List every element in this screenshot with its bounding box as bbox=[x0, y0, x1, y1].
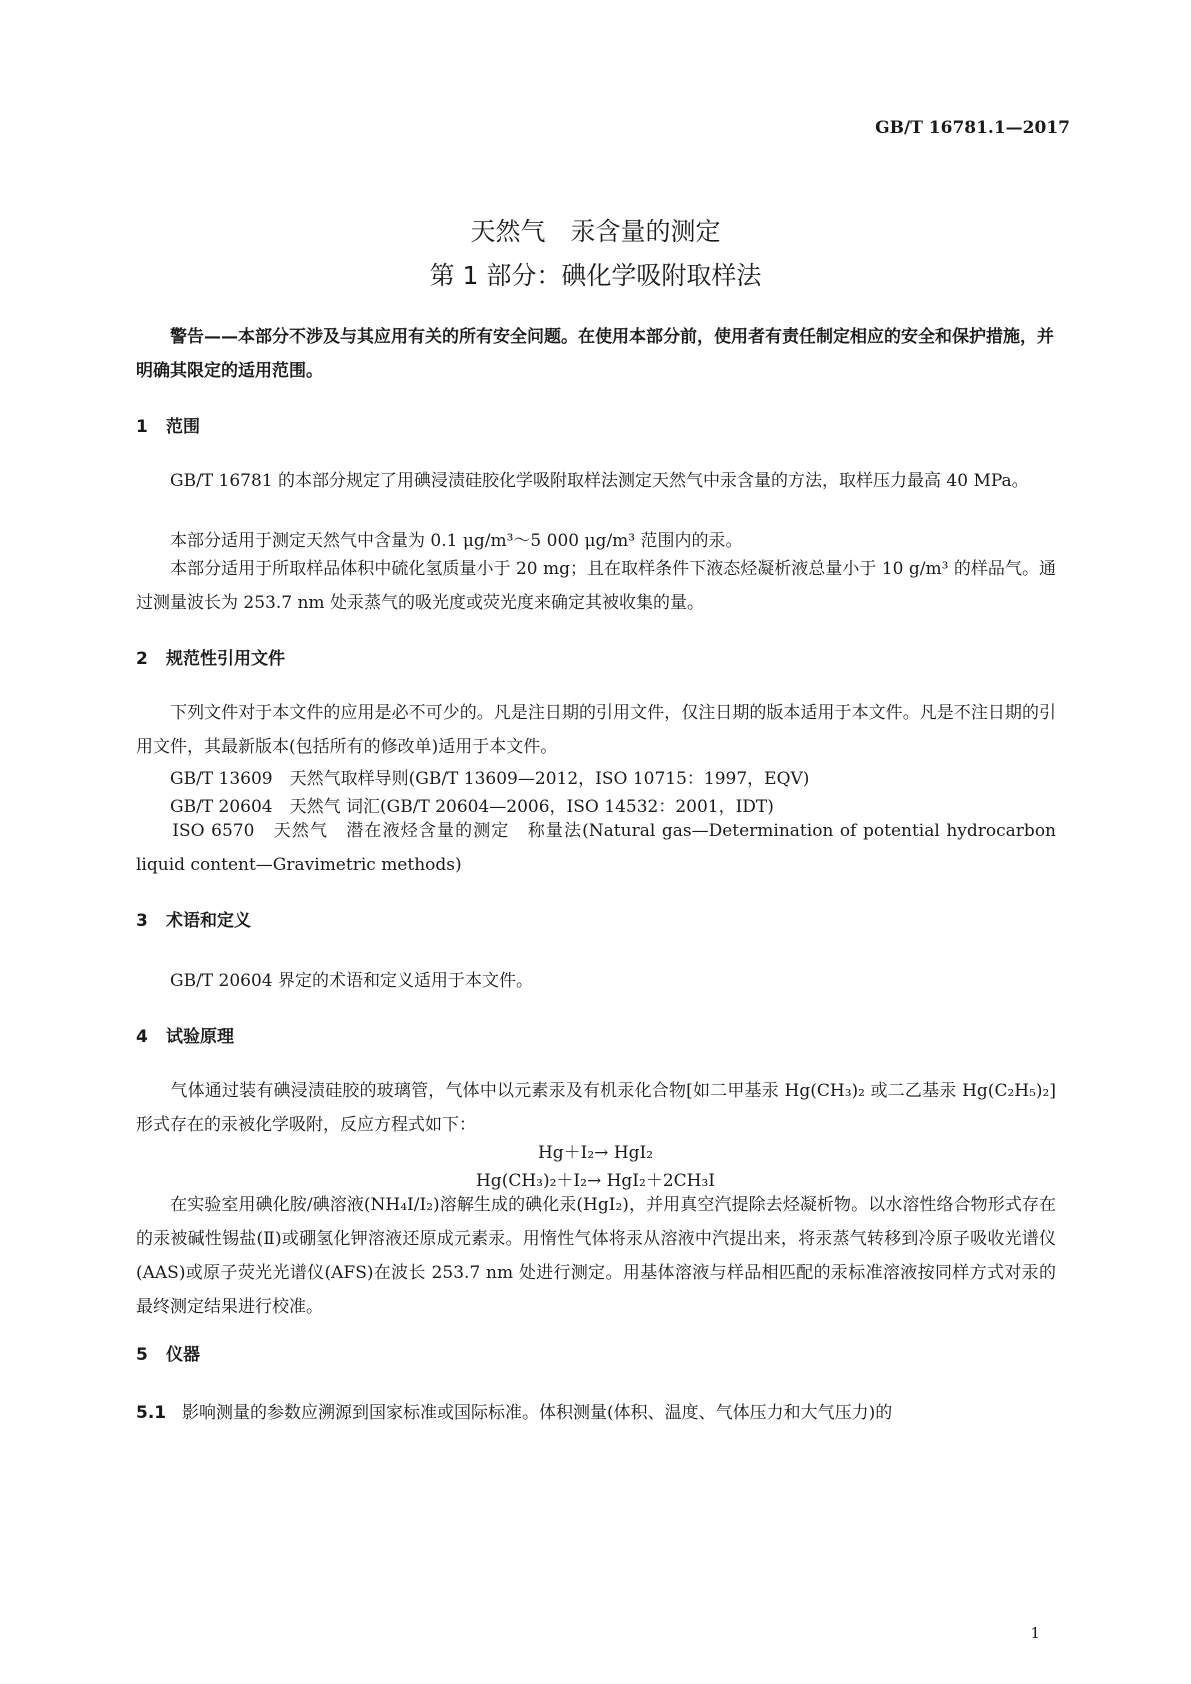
section-title: 仪器 bbox=[166, 1345, 200, 1365]
normative-intro: 下列文件对于本文件的应用是必不可少的。凡是注日期的引用文件，仅注日期的版本适用于本文件。凡是不注日期的引用文件，其最新版本(包括所有的修改单)适用于本文件。 bbox=[136, 703, 1056, 757]
principle-paragraph-1: 气体通过装有碘浸渍硅胶的玻璃管，气体中以元素汞及有机汞化合物[如二甲基汞 Hg(CH₃)₂ 或二乙基汞 Hg(C₂H₅)₂]形式存在的汞被化学吸附，反应方程式如下： bbox=[136, 1081, 1056, 1135]
principle-paragraph-2: 在实验室用碘化胺/碘溶液(NH₄I/I₂)溶解生成的碘化汞(HgI₂)，并用真空汽提除去烃凝析物。以水溶性络合物形式存在的汞被碱性锡盐(Ⅱ)或硼氢化钾溶液还原成元素汞。用惰性气体将汞从溶液中汽提出来，将汞蒸气转移到冷原子吸收光谱仪(AAS)或原子荧光光谱仪(AFS)在波长 253.7 nm 处进行测定。用基体溶液与样品相匹配的汞标准溶液按同样方式对汞的最终测定结果进行校准。 bbox=[136, 1195, 1056, 1317]
title-line-2: 第 1 部分：碘化学吸附取样法 bbox=[429, 261, 762, 290]
scope-paragraph-1: GB/T 16781 的本部分规定了用碘浸渍硅胶化学吸附取样法测定天然气中汞含量的方法，取样压力最高 40 MPa。 bbox=[136, 471, 1029, 491]
section-number: 3 bbox=[136, 911, 148, 931]
normative-reference-1: GB/T 13609 天然气取样导则(GB/T 13609—2012，ISO 10715：1997，EQV) bbox=[170, 769, 810, 789]
section-number: 5 bbox=[136, 1345, 148, 1365]
section-heading-scope bbox=[136, 412, 200, 437]
clause-text: 影响测量的参数应溯源到国家标准或国际标准。体积测量(体积、温度、气体压力和大气压力)的 bbox=[182, 1403, 893, 1423]
section-title: 范围 bbox=[166, 417, 200, 437]
reaction-equation-1: Hg＋I₂→ HgI₂ bbox=[537, 1143, 654, 1163]
section-heading-normative bbox=[136, 644, 285, 669]
normative-reference-3: ISO 6570 天然气 潜在液烃含量的测定 称量法(Natural gas—Determination of potential hydrocarbon liquid content—Gravimetric methods) bbox=[136, 821, 1056, 875]
section-number: 1 bbox=[136, 417, 148, 437]
terms-paragraph: GB/T 20604 界定的术语和定义适用于本文件。 bbox=[170, 971, 534, 991]
page-number: 1 bbox=[1030, 1624, 1040, 1642]
normative-reference-2: GB/T 20604 天然气 词汇(GB/T 20604—2006，ISO 14532：2001，IDT) bbox=[170, 797, 774, 817]
scope-paragraph-3: 本部分适用于所取样品体积中硫化氢质量小于 20 mg；且在取样条件下液态烃凝析液总量小于 10 g/m³ 的样品气。通过测量波长为 253.7 nm 处汞蒸气的吸光度或荧光度来确定其被收集的量。 bbox=[136, 559, 1056, 613]
section-heading-terms bbox=[136, 906, 251, 931]
standard-code: GB/T 16781.1—2017 bbox=[875, 118, 1070, 138]
section-title: 术语和定义 bbox=[166, 911, 251, 931]
clause-number: 5.1 bbox=[136, 1403, 167, 1423]
clause-5-1 bbox=[136, 1398, 892, 1423]
section-number: 2 bbox=[136, 649, 148, 669]
scope-paragraph-2: 本部分适用于测定天然气中含量为 0.1 μg/m³～5 000 μg/m³ 范围内的汞。 bbox=[170, 531, 743, 551]
reaction-equation-2: Hg(CH₃)₂＋I₂→ HgI₂＋2CH₃I bbox=[475, 1171, 716, 1191]
section-title: 规范性引用文件 bbox=[166, 649, 285, 669]
section-number: 4 bbox=[136, 1027, 148, 1047]
title-line-1: 天然气 汞含量的测定 bbox=[470, 217, 721, 246]
section-heading-instrument bbox=[136, 1340, 200, 1365]
warning-paragraph: 警告——本部分不涉及与其应用有关的所有安全问题。在使用本部分前，使用者有责任制定相应的安全和保护措施，并明确其限定的适用范围。 bbox=[136, 327, 1054, 381]
section-title: 试验原理 bbox=[166, 1027, 234, 1047]
section-heading-principle bbox=[136, 1022, 234, 1047]
